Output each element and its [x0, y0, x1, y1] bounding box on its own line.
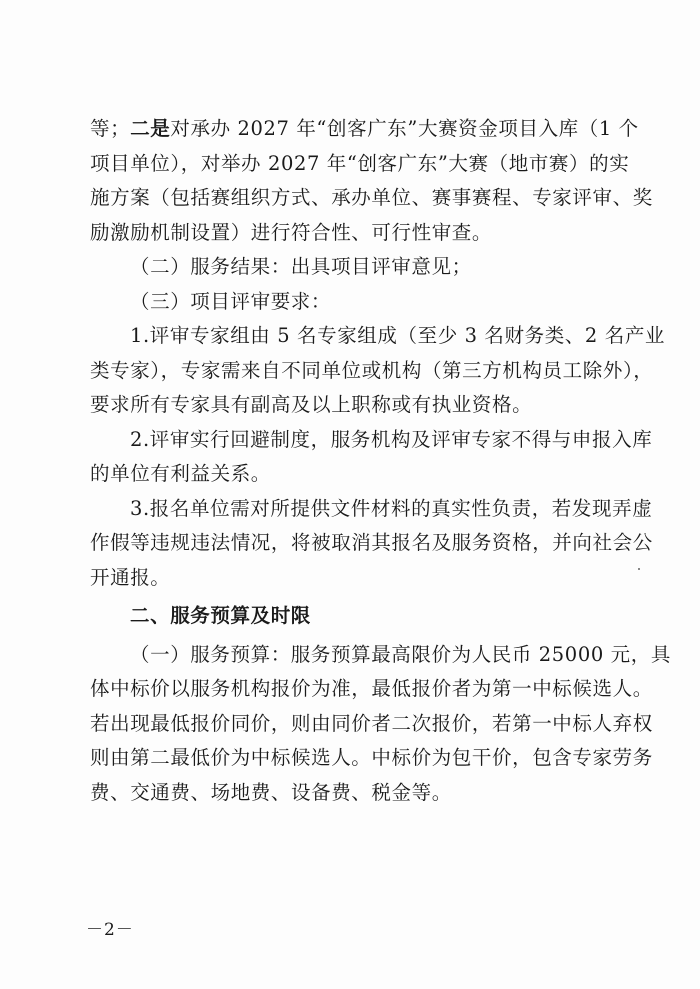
requirement-1-line-2: 类专家），专家需来自不同单位或机构（第三方机构员工除外）， [90, 358, 654, 382]
requirement-2-line-1: 2.评审实行回避制度，服务机构及评审专家不得与申报入库 [130, 427, 653, 451]
intro-line-2: 项目单位），对举办 2027 年“创客广东”大赛（地市赛）的实 [90, 151, 630, 175]
budget-line-4: 则由第二最低价为中标候选人。中标价为包干价，包含专家劳务 [90, 746, 653, 769]
budget-line-2: 体中标价以服务机构报价为准，最低报价者为第一中标候选人。 [90, 677, 653, 700]
requirement-3-line-2: 作假等违规违法情况，将被取消其报名及服务资格，并向社会公 [90, 531, 653, 554]
budget-line-3: 若出现最低报价同价，则由同价者二次报价，若第一中标人弃权 [90, 711, 653, 735]
requirement-1-line-3: 要求所有专家具有副高及以上职称或有执业资格。 [90, 393, 533, 416]
intro-bold-marker: 二是 [130, 117, 171, 140]
requirement-3-line-1: 3.报名单位需对所提供文件材料的真实性负责，若发现弄虚 [130, 496, 653, 520]
budget-line-1: （一）服务预算：服务预算最高限价为人民币 25000 元，具 [130, 642, 671, 666]
intro-line-1 [90, 112, 639, 147]
document-body [90, 112, 671, 810]
page-number: －2－ [86, 920, 134, 940]
intro-text-a: 等； [90, 117, 131, 140]
intro-line-3: 施方案（包括赛组织方式、承办单位、赛事赛程、专家评审、奖 [90, 186, 653, 209]
scan-speck [638, 568, 640, 570]
review-requirements-title: （三）项目评审要求： [130, 289, 332, 313]
requirement-1-line-1: 1.评审专家组由 5 名专家组成（至少 3 名财务类、2 名产业 [130, 324, 666, 347]
requirement-3-line-3: 开通报。 [90, 565, 171, 589]
requirement-2-line-2: 的单位有利益关系。 [90, 462, 271, 485]
service-result: （二）服务结果：出具项目评审意见； [130, 255, 472, 278]
budget-line-5: 费、交通费、场地费、设备费、税金等。 [90, 780, 452, 804]
intro-line-4: 励激励机制设置）进行符合性、可行性审查。 [90, 220, 493, 244]
section-two-heading: 二、服务预算及时限 [130, 604, 311, 627]
intro-text-b: 对承办 2027 年“创客广东”大赛资金项目入库（1 个 [170, 117, 639, 140]
